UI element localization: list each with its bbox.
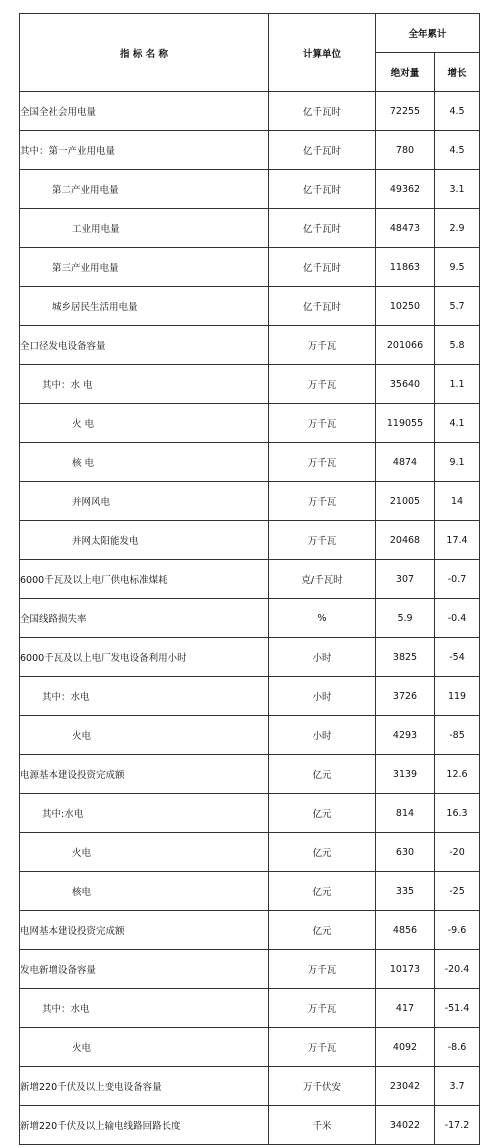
indicator-name-cell: 其中：水电 xyxy=(20,989,269,1028)
absolute-value-cell: 10250 xyxy=(376,287,435,326)
table-row xyxy=(20,131,480,170)
growth-cell: -85 xyxy=(435,716,480,755)
annual-cumulative-header: 全年累计 xyxy=(376,14,480,53)
unit-cell: 亿元 xyxy=(269,911,376,950)
table-row xyxy=(20,911,480,950)
table-row xyxy=(20,92,480,131)
indicator-name-cell: 火 电 xyxy=(20,404,269,443)
growth-cell: 16.3 xyxy=(435,794,480,833)
growth-cell: -17.2 xyxy=(435,1106,480,1145)
growth-cell: -54 xyxy=(435,638,480,677)
indicator-name-cell: 6000千瓦及以上电厂供电标准煤耗 xyxy=(20,560,269,599)
table-row xyxy=(20,950,480,989)
absolute-value-cell: 10173 xyxy=(376,950,435,989)
growth-cell: -8.6 xyxy=(435,1028,480,1067)
table-row xyxy=(20,170,480,209)
unit-cell: 亿元 xyxy=(269,833,376,872)
absolute-value-header: 绝对量 xyxy=(376,53,435,92)
table-row xyxy=(20,677,480,716)
absolute-value-cell: 49362 xyxy=(376,170,435,209)
growth-cell: -0.4 xyxy=(435,599,480,638)
growth-cell: 3.7 xyxy=(435,1067,480,1106)
absolute-value-cell: 417 xyxy=(376,989,435,1028)
unit-cell: 万千瓦 xyxy=(269,1028,376,1067)
unit-cell: 万千瓦 xyxy=(269,404,376,443)
growth-cell: 2.9 xyxy=(435,209,480,248)
absolute-value-cell: 72255 xyxy=(376,92,435,131)
unit-cell: 亿千瓦时 xyxy=(269,209,376,248)
table-row xyxy=(20,482,480,521)
unit-cell: 万千瓦 xyxy=(269,365,376,404)
indicator-name-cell: 城乡居民生活用电量 xyxy=(20,287,269,326)
indicator-name-cell: 第二产业用电量 xyxy=(20,170,269,209)
absolute-value-cell: 5.9 xyxy=(376,599,435,638)
unit-cell: 千米 xyxy=(269,1106,376,1145)
table-row xyxy=(20,833,480,872)
unit-cell: 亿千瓦时 xyxy=(269,92,376,131)
absolute-value-cell: 119055 xyxy=(376,404,435,443)
indicator-name-cell: 电网基本建设投资完成额 xyxy=(20,911,269,950)
unit-cell: 小时 xyxy=(269,677,376,716)
unit-cell: 克/千瓦时 xyxy=(269,560,376,599)
growth-cell: 4.5 xyxy=(435,131,480,170)
unit-cell: 亿千瓦时 xyxy=(269,248,376,287)
indicator-name-cell: 其中:水电 xyxy=(20,794,269,833)
absolute-value-cell: 630 xyxy=(376,833,435,872)
table-row xyxy=(20,209,480,248)
absolute-value-cell: 3825 xyxy=(376,638,435,677)
growth-cell: 5.8 xyxy=(435,326,480,365)
unit-cell: 小时 xyxy=(269,716,376,755)
absolute-value-cell: 814 xyxy=(376,794,435,833)
indicator-name-cell: 工业用电量 xyxy=(20,209,269,248)
indicator-name-cell: 核电 xyxy=(20,872,269,911)
absolute-value-cell: 35640 xyxy=(376,365,435,404)
unit-cell: 万千瓦 xyxy=(269,482,376,521)
indicator-name-cell: 第三产业用电量 xyxy=(20,248,269,287)
table-row xyxy=(20,599,480,638)
table-row xyxy=(20,287,480,326)
indicator-name-cell: 新增220千伏及以上变电设备容量 xyxy=(20,1067,269,1106)
indicator-name-cell: 火电 xyxy=(20,716,269,755)
indicator-name-cell: 全口径发电设备容量 xyxy=(20,326,269,365)
table-row xyxy=(20,872,480,911)
indicator-name-cell: 新增220千伏及以上输电线路回路长度 xyxy=(20,1106,269,1145)
growth-cell: 1.1 xyxy=(435,365,480,404)
header-row xyxy=(20,14,480,53)
table-row xyxy=(20,560,480,599)
table-row xyxy=(20,989,480,1028)
absolute-value-cell: 3726 xyxy=(376,677,435,716)
growth-header: 增长 xyxy=(435,53,480,92)
absolute-value-cell: 307 xyxy=(376,560,435,599)
absolute-value-cell: 20468 xyxy=(376,521,435,560)
table-row xyxy=(20,794,480,833)
growth-cell: 17.4 xyxy=(435,521,480,560)
growth-cell: 9.5 xyxy=(435,248,480,287)
absolute-value-cell: 4874 xyxy=(376,443,435,482)
absolute-value-cell: 335 xyxy=(376,872,435,911)
table-row xyxy=(20,248,480,287)
table-row xyxy=(20,443,480,482)
unit-cell: 万千瓦 xyxy=(269,950,376,989)
unit-cell: 万千伏安 xyxy=(269,1067,376,1106)
growth-cell: 119 xyxy=(435,677,480,716)
growth-cell: -20.4 xyxy=(435,950,480,989)
table-row xyxy=(20,716,480,755)
absolute-value-cell: 11863 xyxy=(376,248,435,287)
statistics-table xyxy=(19,13,480,1145)
unit-cell: 亿元 xyxy=(269,755,376,794)
indicator-name-cell: 并网太阳能发电 xyxy=(20,521,269,560)
growth-cell: -20 xyxy=(435,833,480,872)
growth-cell: 12.6 xyxy=(435,755,480,794)
table-row xyxy=(20,1028,480,1067)
unit-header: 计算单位 xyxy=(269,14,376,92)
growth-cell: -25 xyxy=(435,872,480,911)
table-row xyxy=(20,521,480,560)
unit-cell: 万千瓦 xyxy=(269,521,376,560)
unit-cell: 亿元 xyxy=(269,872,376,911)
unit-cell: 亿千瓦时 xyxy=(269,287,376,326)
table-row xyxy=(20,638,480,677)
indicator-name-cell: 核 电 xyxy=(20,443,269,482)
absolute-value-cell: 201066 xyxy=(376,326,435,365)
indicator-name-cell: 全国全社会用电量 xyxy=(20,92,269,131)
table-row xyxy=(20,365,480,404)
indicator-name-cell: 6000千瓦及以上电厂发电设备利用小时 xyxy=(20,638,269,677)
growth-cell: -9.6 xyxy=(435,911,480,950)
growth-cell: 4.5 xyxy=(435,92,480,131)
indicator-name-cell: 其中：水 电 xyxy=(20,365,269,404)
growth-cell: 5.7 xyxy=(435,287,480,326)
absolute-value-cell: 3139 xyxy=(376,755,435,794)
indicator-name-cell: 火电 xyxy=(20,1028,269,1067)
indicator-name-header: 指 标 名 称 xyxy=(20,14,269,92)
indicator-name-cell: 并网风电 xyxy=(20,482,269,521)
growth-cell: -0.7 xyxy=(435,560,480,599)
absolute-value-cell: 780 xyxy=(376,131,435,170)
absolute-value-cell: 23042 xyxy=(376,1067,435,1106)
unit-cell: 亿千瓦时 xyxy=(269,131,376,170)
table-row xyxy=(20,326,480,365)
unit-cell: 亿元 xyxy=(269,794,376,833)
growth-cell: -51.4 xyxy=(435,989,480,1028)
indicator-name-cell: 火电 xyxy=(20,833,269,872)
absolute-value-cell: 21005 xyxy=(376,482,435,521)
absolute-value-cell: 4293 xyxy=(376,716,435,755)
table-row xyxy=(20,755,480,794)
indicator-name-cell: 电源基本建设投资完成额 xyxy=(20,755,269,794)
indicator-name-cell: 其中：水电 xyxy=(20,677,269,716)
absolute-value-cell: 48473 xyxy=(376,209,435,248)
absolute-value-cell: 34022 xyxy=(376,1106,435,1145)
table-row xyxy=(20,1067,480,1106)
growth-cell: 4.1 xyxy=(435,404,480,443)
unit-cell: 万千瓦 xyxy=(269,443,376,482)
unit-cell: % xyxy=(269,599,376,638)
unit-cell: 万千瓦 xyxy=(269,989,376,1028)
growth-cell: 9.1 xyxy=(435,443,480,482)
unit-cell: 万千瓦 xyxy=(269,326,376,365)
unit-cell: 小时 xyxy=(269,638,376,677)
absolute-value-cell: 4092 xyxy=(376,1028,435,1067)
indicator-name-cell: 全国线路损失率 xyxy=(20,599,269,638)
indicator-name-cell: 发电新增设备容量 xyxy=(20,950,269,989)
absolute-value-cell: 4856 xyxy=(376,911,435,950)
unit-cell: 亿千瓦时 xyxy=(269,170,376,209)
table-row xyxy=(20,404,480,443)
table-row xyxy=(20,1106,480,1145)
growth-cell: 3.1 xyxy=(435,170,480,209)
growth-cell: 14 xyxy=(435,482,480,521)
indicator-name-cell: 其中：第一产业用电量 xyxy=(20,131,269,170)
